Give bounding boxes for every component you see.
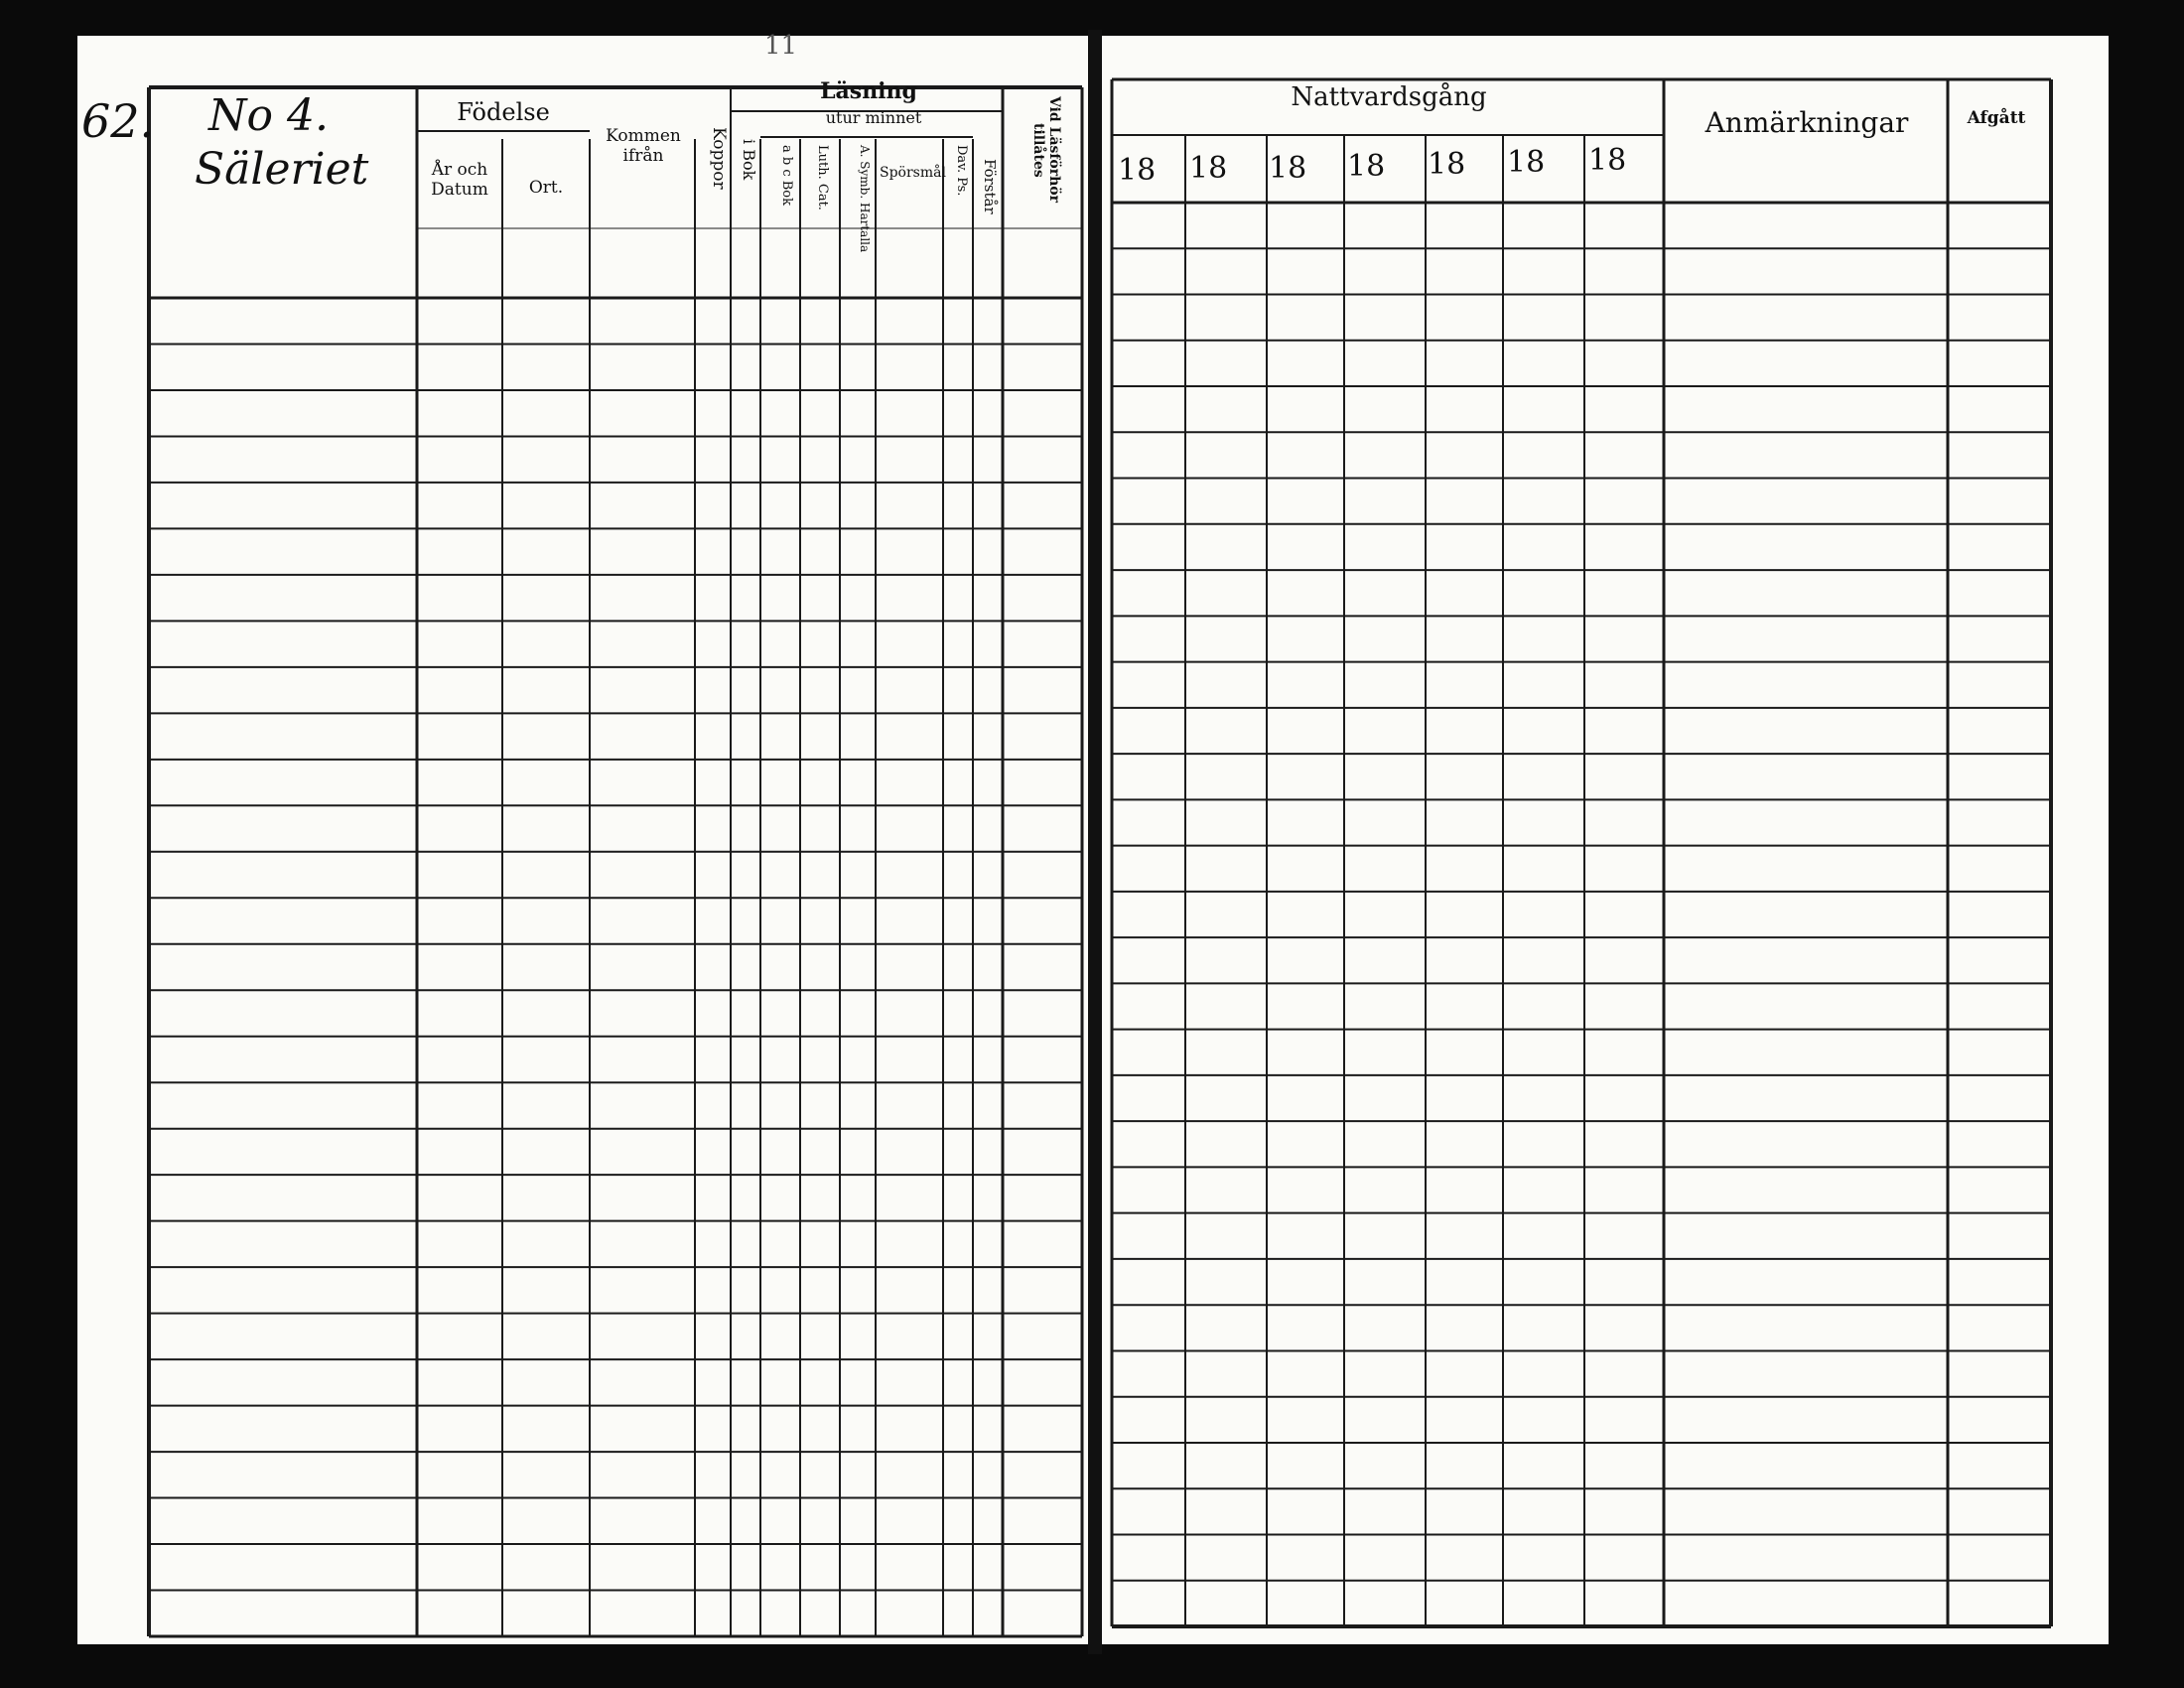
header-afgatt: Afgått xyxy=(1967,108,2026,128)
page-number: 62. xyxy=(81,94,155,148)
year-prefix-5: 18 xyxy=(1428,147,1466,182)
year-prefix-1: 18 xyxy=(1118,153,1157,188)
header-dav-ps: Dav. Ps. xyxy=(954,145,969,197)
header-koppor: Koppor xyxy=(709,127,729,190)
header-abc-bok: a b c Bok xyxy=(779,145,794,207)
header-ort: Ort. xyxy=(528,178,564,198)
header-forstar: Förstår xyxy=(981,159,999,214)
header-anmarkningar: Anmärkningar xyxy=(1705,106,1909,139)
header-sporsmal: Spörsmål xyxy=(880,165,946,181)
header-lasning: Läsning xyxy=(820,78,917,104)
header-luth-cat: Luth. Cat. xyxy=(815,145,830,211)
header-kommen-ifran: Kommen ifrån xyxy=(606,126,681,166)
year-prefix-6: 18 xyxy=(1507,145,1546,180)
household-number: No 4. xyxy=(208,90,329,141)
year-prefix-7: 18 xyxy=(1588,143,1627,178)
header-i-bok: i Bok xyxy=(740,139,758,181)
header-vid-lasforhor: Vid Läsförhör tillåtes xyxy=(1030,96,1062,204)
header-a-symb-hartalla: A. Symb. Hartalla xyxy=(858,145,872,253)
year-prefix-4: 18 xyxy=(1347,149,1386,184)
header-ar-och-datum: År och Datum xyxy=(431,160,488,200)
header-nattvardsgang: Nattvardsgång xyxy=(1291,82,1487,112)
header-utur-minnet: utur minnet xyxy=(825,108,922,127)
household-place: Säleriet xyxy=(195,144,369,195)
year-prefix-2: 18 xyxy=(1189,151,1228,186)
top-mark: 11 xyxy=(764,31,798,61)
year-prefix-3: 18 xyxy=(1269,151,1307,186)
header-fodelse: Födelse xyxy=(457,98,550,126)
